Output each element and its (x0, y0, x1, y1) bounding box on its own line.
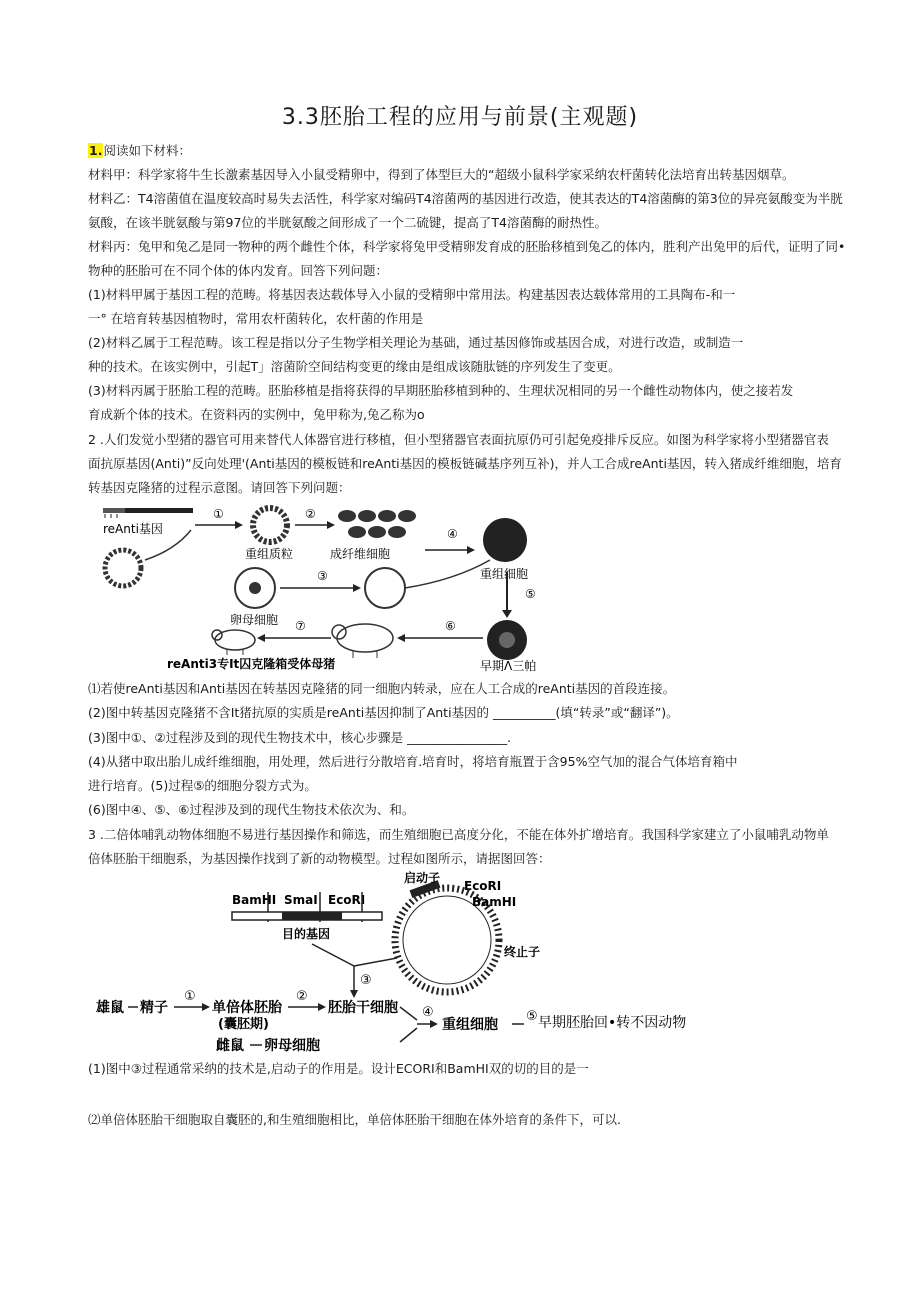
ecori-site-label: EcoRⅠ (328, 893, 366, 907)
haploid-embryo-label: 单倍体胚胎 (212, 1000, 282, 1016)
step-7: ⑦ (295, 619, 306, 633)
q1-material-b-1: 材料乙：T4溶菌值在温度较高时易失去活性，科学家对编码T4溶菌两的基因进行改造，使其表达的T4溶菌酶的第3位的异亮氨酸变为半胱 (88, 191, 843, 206)
q3-sub2: ⑵单倍体胚胎干细胞取自囊胚的,和生殖细胞相比，单倍体胚胎干细胞在体外培育的条件下，可以. (88, 1112, 621, 1127)
enucleated-oocyte-icon (365, 568, 405, 608)
step-4: ④ (447, 527, 458, 541)
reanti-gene-icon (103, 508, 193, 518)
sperm-label: 精子 (140, 1000, 168, 1016)
oocyte-label: 卵母细胞 (230, 613, 279, 627)
step-5: ⑤ (525, 587, 536, 601)
recombinant-cell-label: 重组细胞 (480, 567, 529, 581)
q1-material-a: 材料甲：科学家将牛生长激素基因导入小鼠受精卵中，得到了体型巨大的“超级小鼠科学家采纳农杆菌转化法培育出转基因烟草。 (88, 167, 795, 182)
male-mouse-label: 雄鼠 (96, 1000, 124, 1016)
step-3: ③ (317, 569, 328, 583)
step-5: ⑤ (526, 1009, 538, 1024)
dna-fragment-icon (232, 912, 382, 920)
step-3: ③ (360, 973, 372, 988)
transgenic-pig-label: reAnti3专It囚克隆箱受体母猪 (167, 657, 336, 671)
terminator-label: 终止子 (504, 945, 541, 959)
bamhi-site-label: BamHⅠ (232, 893, 277, 907)
recombinant-cell-label: 重组细胞 (442, 1017, 498, 1033)
q3-diagram (92, 870, 732, 1058)
step-6: ⑥ (445, 619, 456, 633)
recombinant-cell-icon (483, 518, 527, 562)
q1-sub1-b: 一° 在培育转基因植物时，常用农杆菌转化，农杆菌的作用是 (88, 311, 424, 326)
step-2: ② (305, 507, 316, 521)
q2-sub3: (3)图中①、②过程涉及到的现代生物技术中，核心步骤是 ________________. (88, 730, 512, 745)
q2-intro-1: 2 .人们发觉小型猪的器官可用来替代人体器官进行移植，但小型猪器官表面抗原仍可引起免疫排斥反应。如图为科学家将小型猪器官表 (88, 432, 829, 447)
q1-sub1-a: (1)材料甲属于基因工程的范畴。将基因表达载体导入小鼠的受精卵中常用法。构建基因表达载体常用的工具陶布-和一 (88, 287, 736, 302)
q2-sub1: ⑴若使reAnti基因和Anti基因在转基因克隆猪的同一细胞内转录，应在人工合成的reAnti基因的首段连接。 (88, 681, 676, 696)
oocyte-label: 卵母细胞 (264, 1038, 320, 1054)
smai-site-label: SmaⅠ (284, 893, 318, 907)
step-2: ② (296, 989, 308, 1004)
q3-intro-2: 倍体胚胎干细胞系，为基因操作找到了新的动物模型。过程如图所示，请据图回答： (88, 851, 551, 866)
female-mouse-label: 雌鼠 (216, 1038, 244, 1054)
vector-plasmid-icon (105, 550, 141, 586)
q2-sub6: (6)图中④、⑤、⑥过程涉及到的现代生物技术依次为、和。 (88, 802, 415, 817)
step-1: ① (184, 989, 196, 1004)
fibroblast-label: 成纤维细胞 (330, 547, 391, 561)
target-gene-label: 目的基因 (282, 927, 331, 941)
q2-sub4: (4)从猪中取出胎儿成纤维细胞，用处理，然后进行分散培育.培育时，将培育瓶置于含95%空气加的混合气体培育箱中 (88, 754, 738, 769)
q1-material-c-1: 材料丙：兔甲和兔乙是同一物种的两个雌性个体，科学家将兔甲受精卵发育成的胚胎移植到兔乙的体内，胜利产出兔甲的后代，证明了同• (88, 239, 846, 254)
fibroblast-cells-icon (338, 510, 416, 538)
q1-number-highlight: 1. (89, 143, 103, 158)
blastocyst-label: (囊胚期) (218, 1017, 269, 1032)
page-title: 3.3胚胎工程的应用与前景(主观题) (281, 105, 639, 130)
ecori-plasmid-label: EcoRⅠ (464, 879, 502, 893)
q1-line: 阅读如下材料： (103, 143, 191, 158)
recombinant-plasmid-label: 重组质粒 (245, 547, 294, 561)
transgenic-piglet-icon (212, 630, 255, 655)
q1-sub3-a: (3)材料丙属于胚胎工程的范畴。胚胎移植是指将获得的早期胚胎移植到种的、生理状况相同的另一个雌性动物体内，使之接若发 (88, 383, 794, 398)
q1-material-b-2: 氨酸，在该半胱氨酸与第97位的半胱氨酸之间形成了一个二硫键，提高了T4溶菌酶的耐热性。 (88, 215, 607, 230)
bamhi-plasmid-label: BamHⅠ (472, 895, 517, 909)
es-cell-label: 胚胎干细胞 (328, 1000, 398, 1016)
promoter-label: 启动子 (404, 871, 441, 885)
q1-sub2-b: 种的技术。在该实例中，引起T」溶菌阶空间结构变更的缘由是组成该随肽链的序列发生了变更。 (88, 359, 621, 374)
early-embryo-label: 早期胚胎回•转不因动物 (538, 1015, 687, 1031)
early-embryo-label: 早期Λ三帕 (480, 659, 537, 673)
surrogate-pig-icon (332, 624, 393, 658)
q2-diagram (95, 500, 565, 675)
q1-intro (88, 142, 191, 160)
q1-sub2-a: (2)材料乙属于工程范畴。该工程是指以分子生物学相关理论为基础，通过基因修饰或基因合成，对进行改造，或制造一 (88, 335, 744, 350)
step-4: ④ (422, 1005, 434, 1020)
q1-sub3-b: 育成新个体的技术。在资料丙的实例中，兔甲称为,兔乙称为o (88, 407, 425, 422)
step-1: ① (213, 507, 224, 521)
recombinant-plasmid-icon (253, 508, 287, 542)
reanti-gene-label: reAnti基因 (103, 522, 163, 536)
q3-intro-1: 3 .二倍体哺乳动物体细胞不易进行基因操作和筛选，而生殖细胞已高度分化，不能在体外扩增培育。我国科学家建立了小鼠哺乳动物单 (88, 827, 829, 842)
q3-sub1: (1)图中③过程通常采纳的技术是,启动子的作用是。设计ECORI和BamHI双的切的目的是一 (88, 1061, 589, 1076)
q2-sub5: 进行培育。(5)过程⑤的细胞分裂方式为。 (88, 778, 317, 793)
q2-intro-2: 面抗原基因(Anti)”反向处理'(Anti基因的模板链和reAnti基因的模板链碱基序列互补)，并人工合成reAnti基因，转入猪成纤维细胞，培育 (88, 456, 842, 471)
q2-intro-3: 转基因克隆猪的过程示意图。请回答下列问题： (88, 480, 351, 495)
q2-sub2: (2)图中转基因克隆猪不含It猪抗原的实质是reAnti基因抑制了Anti基因的 __________(填“转录”或“翻译”)。 (88, 705, 679, 720)
q1-material-c-2: 物种的胚胎可在不同个体的体内发育。回答下列问题： (88, 263, 389, 278)
